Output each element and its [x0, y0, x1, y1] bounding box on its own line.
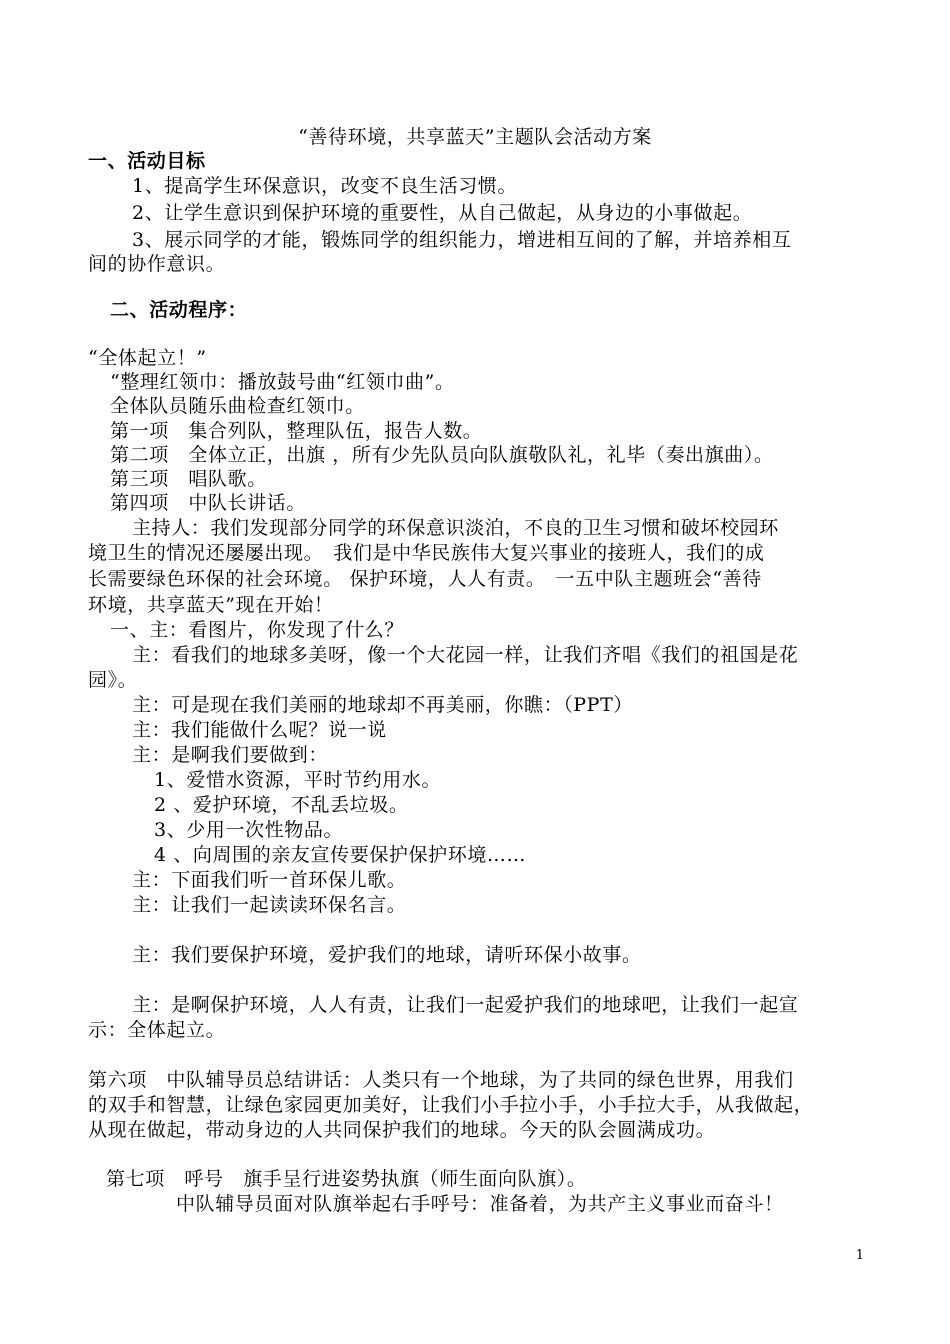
stand-up-line: “全体起立！” [88, 347, 207, 369]
page-title: “善待环境，共享蓝天”主题队会活动方案 [298, 126, 652, 148]
todo-item-1: 1、爱惜水资源，平时节约用水。 [154, 769, 442, 791]
todo-item-2: 2 、爱护环境，不乱丢垃圾。 [154, 794, 409, 816]
check-scarf-line: 全体队员随乐曲检查红领巾。 [110, 395, 365, 417]
song-line: 主：下面我们听一首环保儿歌。 [132, 869, 407, 891]
earth-line-2: 园》。 [88, 669, 138, 691]
program-item-6-line-1: 第六项 中队辅导员总结讲话：人类只有一个地球，为了共同的绿色世界，用我们 [88, 1069, 794, 1091]
section-heading-goals: 一、活动目标 [88, 150, 206, 172]
goal-3-line-1: 3、展示同学的才能，锻炼同学的组织能力，增进相互间的了解，并培养相互 [132, 229, 792, 251]
part-1-line: 一、主：看图片，你发现了什么？ [110, 619, 405, 641]
host-speech-line-1: 主持人：我们发现部分同学的环保意识淡泊，不良的卫生习惯和破坏校园环 [132, 517, 779, 539]
host-speech-line-2: 境卫生的情况还屡屡出现。 我们是中华民族伟大复兴事业的接班人，我们的成 [88, 542, 765, 564]
earth-line-1: 主：看我们的地球多美呀，像一个大花园一样，让我们齐唱《我们的祖国是花 [132, 644, 799, 666]
section-heading-procedure: 二、活动程序： [110, 299, 248, 321]
story-line: 主：我们要保护环境，爱护我们的地球，请听环保小故事。 [132, 944, 642, 966]
not-beautiful-line: 主：可是现在我们美丽的地球却不再美丽，你瞧：（PPT） [132, 694, 633, 716]
program-item-7: 第七项 呼号 旗手呈行进姿势执旗（师生面向队旗）。 [106, 1168, 587, 1190]
program-item-6-line-3: 从现在做起，带动身边的人共同保护我们的地球。今天的队会圆满成功。 [88, 1119, 716, 1141]
pledge-line-1: 主：是啊保护环境，人人有责，让我们一起爱护我们的地球吧，让我们一起宣 [132, 994, 799, 1016]
todo-item-3: 3、少用一次性物品。 [154, 819, 344, 841]
we-should-line: 主：是啊我们要做到： [132, 744, 329, 766]
program-item-4: 第四项 中队长讲话。 [110, 492, 307, 514]
pledge-line-2: 示：全体起立。 [88, 1019, 226, 1041]
program-item-3: 第三项 唱队歌。 [110, 468, 267, 490]
page-number: 1 [855, 1248, 864, 1263]
what-can-do-line: 主：我们能做什么呢？说一说 [132, 719, 387, 741]
host-speech-line-4: 环境，共享蓝天”现在开始！ [88, 594, 334, 616]
tidy-scarf-line: “整理红领巾：播放鼓号曲“红领巾曲”。 [110, 371, 455, 393]
program-item-6-line-2: 的双手和智慧，让绿色家园更加美好，让我们小手拉小手，小手拉大手，从我做起， [88, 1094, 814, 1116]
host-speech-line-3: 长需要绿色环保的社会环境。 保护环境，人人有责。 一五中队主题班会“善待 [88, 568, 762, 590]
program-item-2: 第二项 全体立正，出旗 ，所有少先队员向队旗敬队礼，礼毕（奏出旗曲）。 [110, 444, 774, 466]
quotes-line: 主：让我们一起读读环保名言。 [132, 894, 407, 916]
goal-1: 1、提高学生环保意识，改变不良生活习惯。 [132, 175, 518, 197]
goal-2: 2、让学生意识到保护环境的重要性，从自己做起，从身边的小事做起。 [132, 202, 753, 224]
program-item-1: 第一项 集合列队，整理队伍，报告人数。 [110, 420, 483, 442]
todo-item-4: 4 、向周围的亲友宣传要保护保护环境…… [154, 844, 527, 866]
slogan-line: 中队辅导员面对队旗举起右手呼号：准备着，为共产主义事业而奋斗！ [176, 1193, 784, 1215]
goal-3-line-2: 间的协作意识。 [88, 253, 226, 275]
